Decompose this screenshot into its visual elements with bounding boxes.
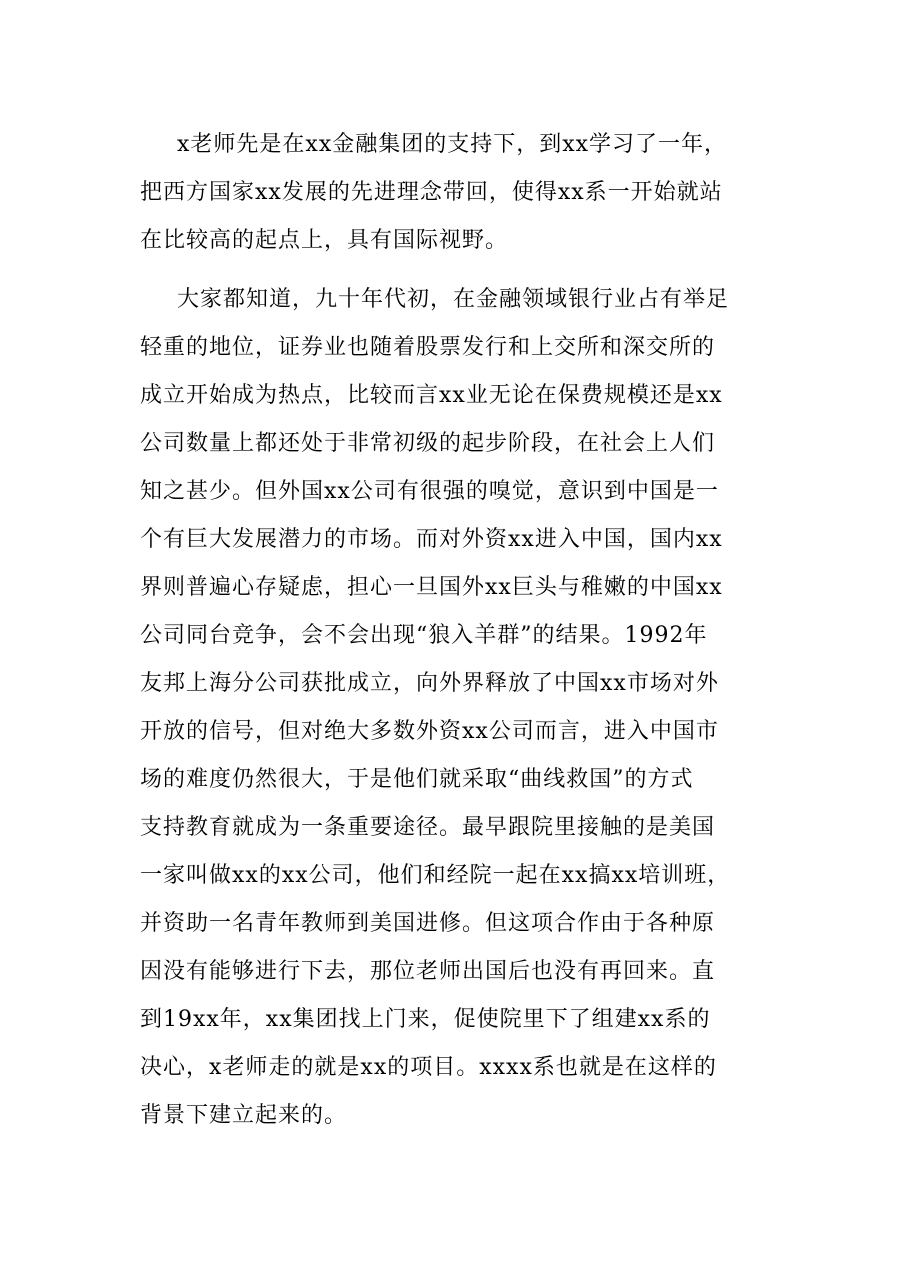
paragraph-line: 公司同台竞争，会不会出现“狼入羊群”的结果。1992年 [140,623,708,648]
paragraph-line: 个有巨大发展潜力的市场。而对外资xx进入中国，国内xx [140,527,723,552]
paragraph-line: 友邦上海分公司获批成立，向外界释放了中国xx市场对外 [140,671,719,696]
paragraph-line: 决心，x老师走的就是xx的项目。xxxx系也就是在这样的 [140,1055,717,1080]
paragraph-line: 在比较高的起点上，具有国际视野。 [140,228,509,253]
paragraph-line: 场的难度仍然很大，于是他们就采取“曲线救国”的方式 [140,767,694,792]
paragraph-line: 把西方国家xx发展的先进理念带回，使得xx系一开始就站 [140,180,723,205]
paragraph-line: 成立开始成为热点，比较而言xx业无论在保费规模还是xx [140,383,723,408]
paragraph-line: 一家叫做xx的xx公司，他们和经院一起在xx搞xx培训班， [140,863,731,888]
paragraph-line: 支持教育就成为一条重要途径。最早跟院里接触的是美国 [140,815,716,840]
paragraph-line: 公司数量上都还处于非常初级的起步阶段，在社会上人们 [140,431,716,456]
paragraph-line: 因没有能够进行下去，那位老师出国后也没有再回来。直 [140,959,716,984]
paragraph-line: 并资助一名青年教师到美国进修。但这项合作由于各种原 [140,911,716,936]
paragraph-line: 界则普遍心存疑虑，担心一旦国外xx巨头与稚嫩的中国xx [140,575,723,600]
paragraph-line: x老师先是在xx金融集团的支持下，到xx学习了一年， [177,132,728,157]
paragraph-line: 知之甚少。但外国xx公司有很强的嗅觉，意识到中国是一 [140,479,719,504]
paragraph-line: 到19xx年，xx集团找上门来，促使院里下了组建xx系的 [140,1007,711,1032]
paragraph-line: 开放的信号，但对绝大多数外资xx公司而言，进入中国市 [140,719,719,744]
paragraph-line: 轻重的地位，证券业也随着股票发行和上交所和深交所的 [140,335,716,360]
paragraph-line: 背景下建立起来的。 [140,1103,348,1128]
paragraph-line: 大家都知道，九十年代初，在金融领域银行业占有举足 [177,287,730,312]
